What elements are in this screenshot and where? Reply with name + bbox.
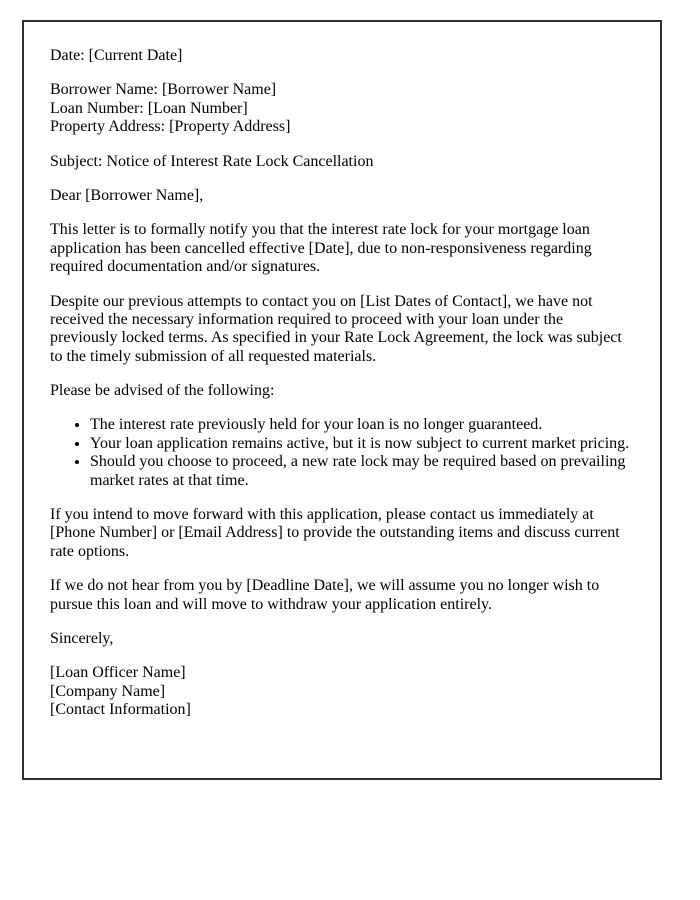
- recipient-line-loan-number: Loan Number: [Loan Number]: [50, 99, 248, 117]
- recipient-block: [50, 81, 634, 136]
- letter-content: [24, 22, 660, 761]
- signature-block: [50, 664, 634, 719]
- letter-frame: [22, 20, 662, 780]
- signature-line-contact-info: [Contact Information]: [50, 701, 191, 719]
- body-paragraph-contact-attempts: Despite our previous attempts to contact you on [List Dates of Contact], we have not received the necessary information required to proceed with your loan under the previously locked terms. As specified in your Rate Lock Agreement, the lock was subject to the timely submission of all requested materials.: [50, 292, 622, 365]
- signature-line-loan-officer: [Loan Officer Name]: [50, 664, 186, 682]
- closing: Sincerely,: [50, 629, 114, 647]
- body-paragraph-cancellation-notice: This letter is to formally notify you that the interest rate lock for your mortgage loan application has been cancelled effective [Date], due to non-responsiveness regarding required documentation and/or signatures.: [50, 221, 592, 276]
- bullet-item-application-active: • Your loan application remains active, but it is now subject to current market pricing.: [90, 435, 634, 453]
- salutation: Dear [Borrower Name],: [50, 186, 204, 204]
- advisory-intro: Please be advised of the following:: [50, 382, 275, 400]
- closing-paragraph-contact-us: If you intend to move forward with this application, please contact us immediately at [Phone Number] or [Email Address] to provide the outstanding items and discuss current rate options.: [50, 506, 620, 560]
- bullet-item-new-rate-lock: • Should you choose to proceed, a new rate lock may be required based on prevailing market rates at that time.: [90, 453, 634, 490]
- recipient-line-borrower-name: Borrower Name: [Borrower Name]: [50, 81, 277, 99]
- date-line: Date: [Current Date]: [50, 47, 183, 64]
- bullet-item-rate-not-guaranteed: • The interest rate previously held for your loan is no longer guaranteed.: [90, 416, 634, 434]
- advisory-list: [50, 416, 634, 490]
- signature-line-company: [Company Name]: [50, 682, 166, 700]
- subject-line: Subject: Notice of Interest Rate Lock Cancellation: [50, 152, 374, 170]
- closing-paragraph-deadline: If we do not hear from you by [Deadline Date], we will assume you no longer wish to pursue this loan and will move to withdraw your application entirely.: [50, 577, 600, 613]
- recipient-line-property-address: Property Address: [Property Address]: [50, 118, 291, 136]
